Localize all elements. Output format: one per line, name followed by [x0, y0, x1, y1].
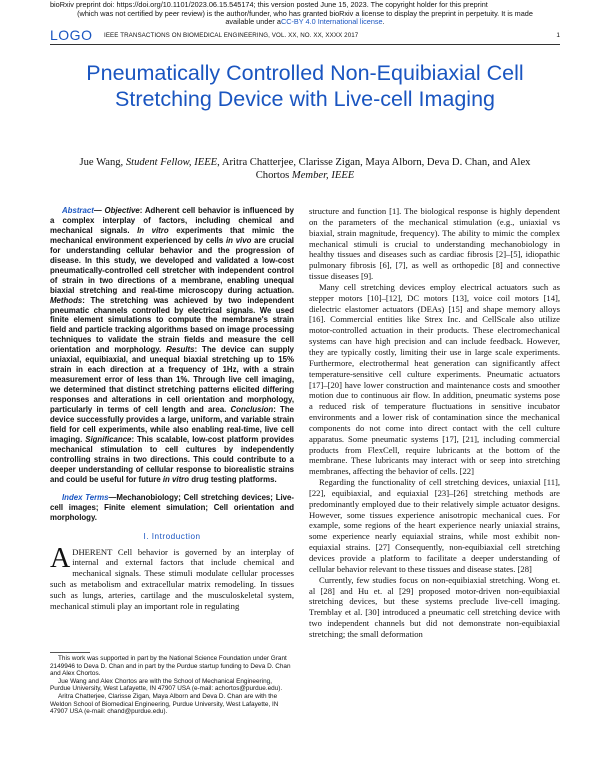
- body-paragraph: Currently, few studies focus on non-equibiaxial stretching. Wong et. al [28] and Hu et. al [29] proposed motor-driven non-equibiaxial stretching devices, but these systems preclude live-cell imaging. Tremblay et al. [30] introduced a pneumatic cell stretching device with two independent channels but did not demonstrate non-equibiaxial stretching; the small deformation: [309, 574, 560, 639]
- preprint-line-3: available under aCC-BY 4.0 International license.: [225, 17, 385, 27]
- preprint-notice: [50, 1, 560, 27]
- abstract: Abstract— Objective: Adherent cell behavior is influenced by a complex interplay of factors, including chemical and mechanical signals. In vitro experiments that mimic the mechanical environment experienced by cells in vivo are crucial for understanding cellular behavior and the progression of disease. In this study, we developed and validated a low-cost pneumatically-controlled cell stretcher with independent control of strain in two directions of a membrane, enabling unequal biaxial stretching and real-time microscopy during actuation. Methods: The stretching was achieved by two independent pneumatic channels controlled by electrical signals. We used finite element simulations to compute the membrane's strain field and particle tracking algorithms based on image processing techniques to validate the strain fields and measure the cell orientation and morphology. Results: The device can supply uniaxial, equibiaxial, and unequal biaxial stretching up to 15% strain in each direction at a frequency of 1Hz, with a strain measurement error of less than 1%. Through live cell imaging, we determined that distinct stretching patterns elicited differing responses and alterations in cell orientation and morphology, particularly in terms of cell length and area. Conclusion: The device successfully provides a large, uniform, and variable strain field for cell experiments, while also enabling real-time, live cell imaging. Significance: This scalable, low-cost platform provides mechanical stimulation to cell cultures by independently controlling strains in two directions. This could contribute to a deeper understanding of cellular response to biorealistic strains and could be useful for future in vitro drug testing platforms.: [50, 206, 294, 484]
- journal-name: IEEE TRANSACTIONS ON BIOMEDICAL ENGINEERING, VOL. XX, NO. XX, XXXX 2017: [104, 32, 359, 39]
- page-number: 1: [556, 32, 560, 39]
- intro-text: [50, 542, 294, 612]
- funding-note: This work was supported in part by the National Science Foundation under Grant 2149946 to Deva D. Chan and in part by the Purdue startup funding to Deva D. Chan and Alex Chortos.: [50, 655, 291, 678]
- author-list: Jue Wang, Student Fellow, IEEE, Aritra Chatterjee, Clarisse Zigan, Maya Alborn, Deva D. Chan, and Alex Chortos Member, IEEE: [79, 157, 531, 181]
- footnote: [50, 655, 294, 716]
- title-line-1: Pneumatically Controlled Non-Equibiaxial Cell: [86, 61, 524, 85]
- author-role: Student Fellow, IEEE: [125, 157, 218, 168]
- running-header: [50, 29, 560, 45]
- intro-paragraph: ADHERENT Cell behavior is governed by an interplay of internal and external factors that include chemical and mechanical signals. These stimuli modulate cellular processes such as metabolism and extracellular matrix remodeling. In tissues such as lungs, arteries, cartilage and the musculoskeletal system, mechanical stimuli play an important role in regulating: [50, 542, 294, 611]
- footnote-divider: [50, 652, 90, 653]
- abstract-label: Abstract: [62, 206, 94, 215]
- paper-title: [40, 60, 570, 112]
- body-paragraph: structure and function [1]. The biological response is highly dependent on the parameters of the mechanical stimulation (e.g., uniaxial vs biaxial, strain magnitude, frequency). The ability to mimic the complex mechanical stimuli is crucial to understanding mechanobiology in healthy tissues and diseases such as cardiac fibrosis [2]–[5], idiopathic pulmonary fibrosis [6], [7], as well as orthopedic [8] and connective tissue diseases [9].: [309, 206, 560, 282]
- drop-cap: A: [50, 542, 71, 574]
- body-paragraph: Many cell stretching devices employ electrical actuators such as stepper motors [10]–[12], DC motors [13], voice coil motors [14], dielectric elastomer actuators (DEAs) [15] and shape memory alloys [16]. Commercial entities like Strex Inc. and CellScale also utilize motor-controlled actuation in their products. These electromechanical systems can have high precision and can include feedback. However, they are typically costly, limiting their use in large scale experiments. Furthermore, electrothermal heat generation can significantly affect temperature-sensitive cell culture experiments. Pneumatic actuators [17]–[20] have lower construction and maintenance costs and smoother motion due to continuous air flow. In addition, pneumatic systems pose a reduced risk of temperature fluctuations in sensitive incubator environments and a lower risk of contamination since the mechanical components do not come into direct contact with the cell culture apparatus. Some pneumatic systems [17], [21], including commercial products from FlexCell, require lubricants at the bottom of the membrane. These lubricants may interact with or seep into stretching membranes, affecting the behavior of cells. [22]: [309, 281, 560, 477]
- affiliation-note: Jue Wang and Alex Chortos are with the School of Mechanical Engineering, Purdue University, West Lafayette, IN 47907 USA (e-mail: achortos@purdue.edu).: [50, 677, 283, 693]
- section-heading: I. Introduction: [143, 531, 201, 541]
- author-role: Member, IEEE: [291, 170, 355, 181]
- index-terms-label: Index Terms: [62, 492, 109, 502]
- preprint-line-1: bioRxiv preprint doi: https://doi.org/10.1101/2023.06.15.545174; this version posted June 15, 2023. The copyright holder for this preprint: [50, 0, 488, 9]
- preprint-line-2: (which was not certified by peer review) is the author/funder, who has granted bioRxiv a license to display the preprint in perpetuity. It is made: [77, 8, 533, 18]
- right-column: [309, 206, 560, 640]
- license-link[interactable]: CC-BY 4.0 International license: [280, 17, 383, 27]
- affiliation-note: Aritra Chatterjee, Clarisse Zigan, Maya Alborn and Deva D. Chan are with the Weldon School of Biomedical Engineering, Purdue University, West Lafayette, IN 47907 USA (e-mail: chand@purdue.edu).: [50, 692, 279, 716]
- title-line-2: Stretching Device with Live-cell Imaging: [115, 87, 495, 111]
- body-paragraph: Regarding the functionality of cell stretching devices, uniaxial [11], [22], equibiaxial, and equiaxial [23]–[26] stretching methods are predominantly employed due to their relatively simple actuator designs. However, some tissues experience anisotropic mechanical cues. For example, some regions of the heart experience nearly uniaxial strains, some experience nearly equiaxial strains, while most exhibit non-equiaxial strains. [27] Consequently, non-equibiaxial cell stretching devices provide a platform to facilitate a deeper understanding of cellular behavior relevant to these tissues and disease states. [28]: [309, 477, 560, 574]
- header-divider: [50, 44, 560, 45]
- journal-logo: LOGO: [50, 27, 93, 43]
- left-column: [50, 206, 294, 612]
- index-terms: Index Terms—Mechanobiology; Cell stretching devices; Live-cell images; Finite element simulation; Cell orientation and morphology.: [50, 492, 295, 522]
